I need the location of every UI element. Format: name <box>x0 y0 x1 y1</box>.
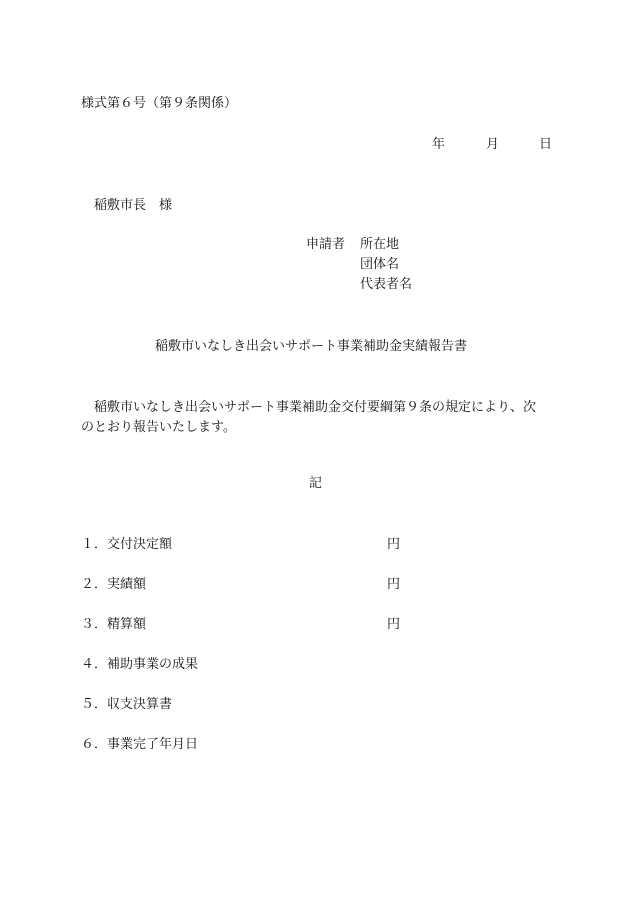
item-label: 精算額 <box>107 617 147 632</box>
item-unit: 円 <box>387 537 401 552</box>
date-day-label: 日 <box>539 137 553 152</box>
item-number: １． <box>81 537 108 552</box>
ki-heading: 記 <box>309 476 323 491</box>
body-line: のとおり報告いたします。 <box>81 420 236 435</box>
body-paragraph <box>81 398 553 438</box>
item-label: 交付決定額 <box>107 537 173 552</box>
form-number: 様式第６号（第９条関係） <box>81 96 238 111</box>
item-label: 実績額 <box>107 577 147 592</box>
body-line: 稲敷市いなしき出会いサポート事業補助金交付要綱第９条の規定により、次 <box>94 400 537 415</box>
date-month-label: 月 <box>486 137 500 152</box>
item-unit: 円 <box>387 617 401 632</box>
item-number: ４． <box>81 657 108 672</box>
addressee: 稲敷市長 様 <box>94 198 173 213</box>
date-year-label: 年 <box>432 137 446 152</box>
item-number: ５． <box>81 697 108 712</box>
item-label: 事業完了年月日 <box>107 737 199 752</box>
item-number: ６． <box>81 737 108 752</box>
item-unit: 円 <box>387 577 401 592</box>
applicant-field-representative: 代表者名 <box>360 277 413 292</box>
document-title: 稲敷市いなしき出会いサポート事業補助金実績報告書 <box>155 339 468 354</box>
item-label: 補助事業の成果 <box>107 657 199 672</box>
item-number: ３． <box>81 617 108 632</box>
applicant-field-address: 所在地 <box>360 237 400 252</box>
item-number: ２． <box>81 577 108 592</box>
item-label: 収支決算書 <box>107 697 173 712</box>
applicant-label: 申請者 <box>306 237 346 252</box>
applicant-field-organization: 団体名 <box>360 257 400 272</box>
